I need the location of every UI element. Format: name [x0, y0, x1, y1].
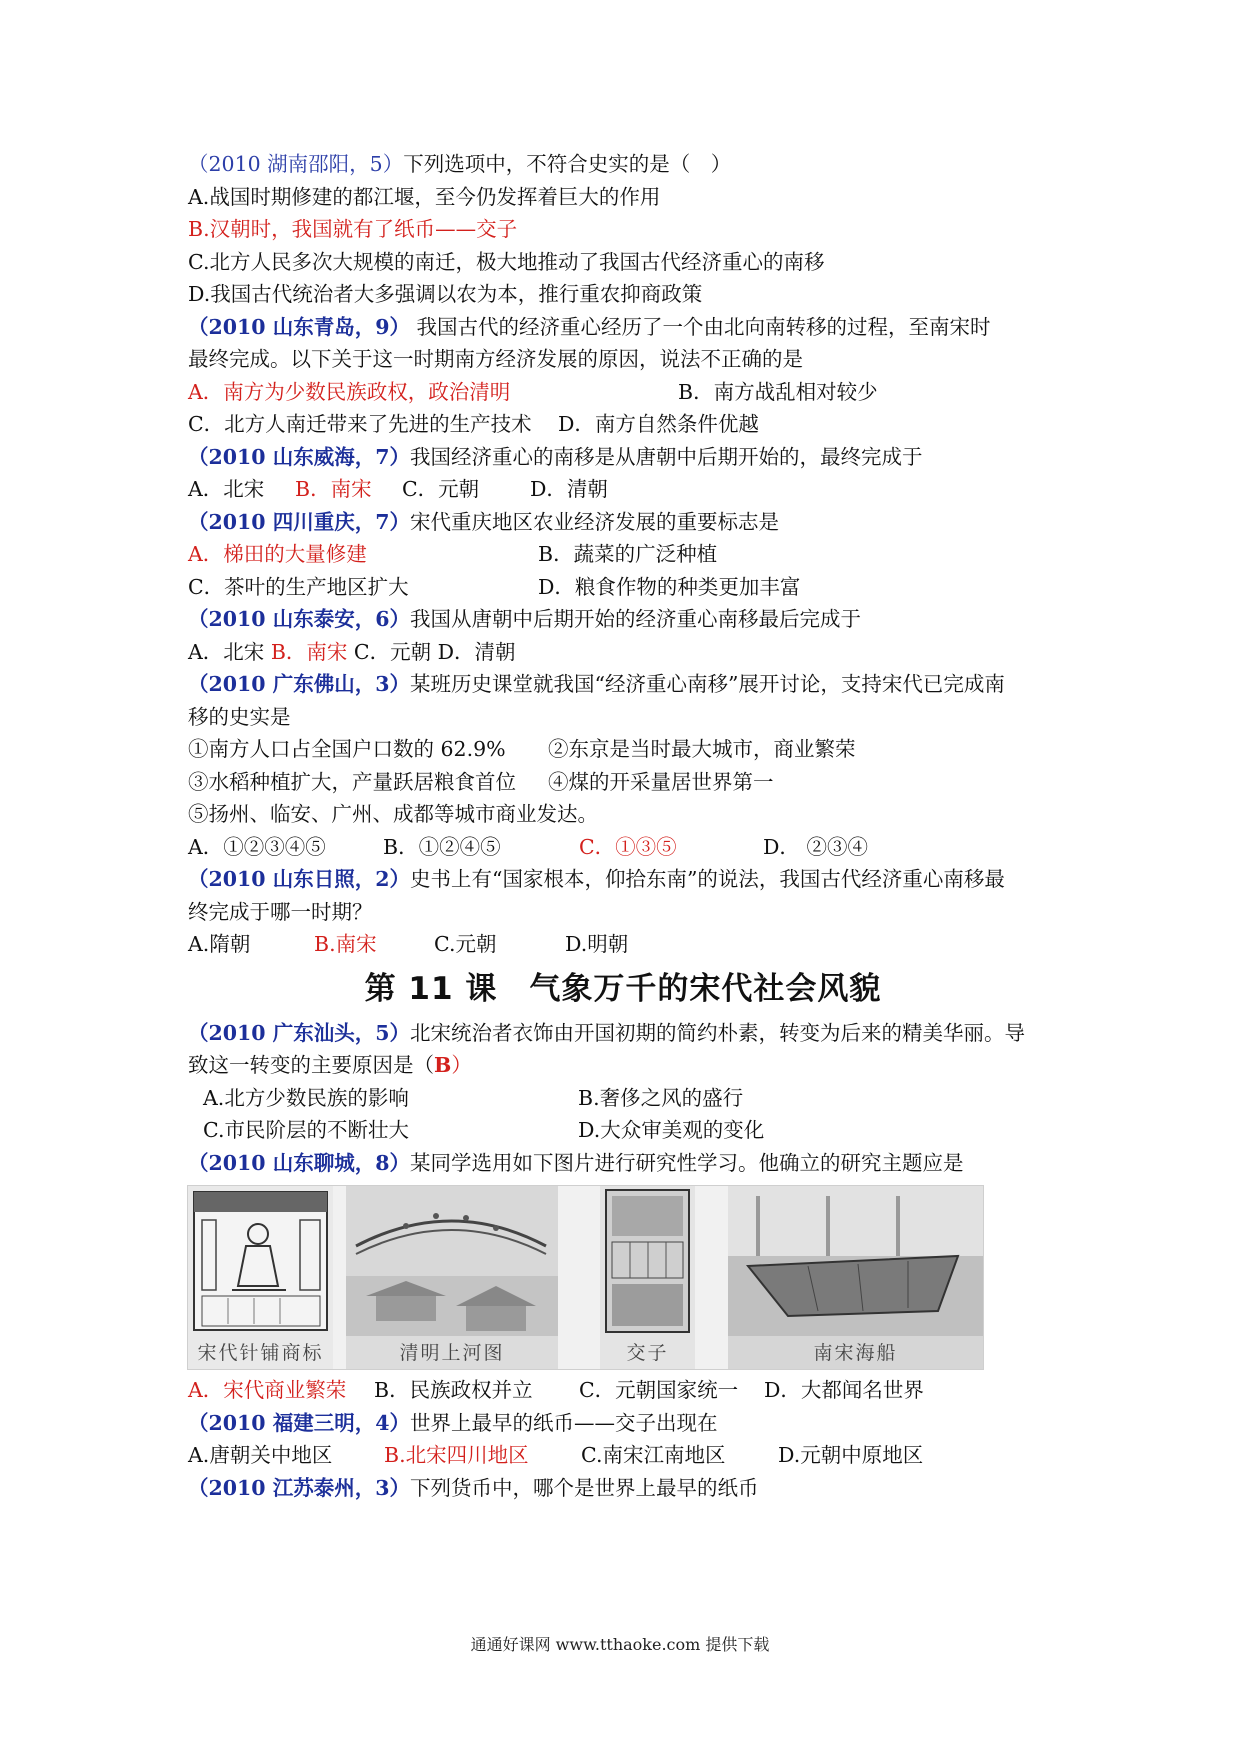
question-text: 世界上最早的纸币——交子出现在: [409, 1410, 718, 1435]
question-8-stem: [188, 1017, 1068, 1050]
option-a: A．①②③④⑤: [188, 834, 326, 859]
option-c: C.元朝: [434, 932, 497, 956]
answer-letter: B: [434, 1053, 452, 1077]
options-row: [188, 571, 1068, 604]
question-source: （2010 福建三明，4）: [188, 1410, 410, 1435]
option-a: A．北宋: [188, 477, 265, 501]
option-d: D.元朝中原地区: [778, 1443, 924, 1467]
option-c: C.北方人民多次大规模的南迁，极大地推动了我国古代经济重心的南移: [188, 249, 825, 274]
option-c: C．元朝: [402, 477, 480, 501]
image-strip: [187, 1185, 984, 1370]
caption: 南宋海船: [813, 1342, 898, 1364]
southern-song-ship-image: [728, 1186, 983, 1369]
question-3-stem: [188, 441, 1068, 474]
question-4-stem: [188, 506, 1068, 539]
answer-bracket: ）: [451, 1053, 472, 1077]
option-c-d: C．元朝 D．清朝: [347, 639, 516, 664]
question-text-cont: 最终完成。以下关于这一时期南方经济发展的原因，说法不正确的是: [188, 347, 803, 371]
option-a: A．北宋: [188, 639, 271, 664]
question-text: 史书上有“国家根本，仰拾东南”的说法，我国古代经济重心南移最: [409, 867, 1005, 891]
needle-shop-trademark-image: [188, 1186, 333, 1369]
question-source: （2010 广东汕头，5）: [188, 1020, 410, 1045]
statements-row: [188, 766, 1068, 799]
question-text: 致这一转变的主要原因是（: [188, 1053, 434, 1077]
page-footer: 通通好课网 www.tthaoke.com 提供下载: [470, 1635, 770, 1654]
option-d: D． ②③④: [763, 834, 868, 859]
question-text-cont: 终完成于哪一时期？: [188, 899, 373, 924]
statements-row: [188, 733, 1068, 766]
option-b: B．蔬菜的广泛种植: [538, 542, 718, 566]
options-row: [188, 376, 1068, 409]
option-b-answer: B.汉朝时，我国就有了纸币——交子: [188, 217, 518, 241]
options-row: [188, 473, 1068, 506]
option-d: D．大都闻名世界: [764, 1378, 924, 1402]
question-text-cont: 移的史实是: [188, 704, 291, 729]
option-d: D.明朝: [565, 932, 629, 956]
caption: 宋代针铺商标: [197, 1342, 324, 1364]
question-7-stem: [188, 863, 1068, 896]
jiaozi-banknote-image: [600, 1186, 695, 1369]
question-source: （2010 山东聊城，8）: [188, 1150, 410, 1175]
statement-3: ③水稻种植扩大，产量跃居粮食首位: [188, 769, 516, 794]
option-c: C.市民阶层的不断壮大: [203, 1118, 409, 1142]
question-text: 北宋统治者衣饰由开国初期的简约朴素，转变为后来的精美华丽。导: [409, 1020, 1025, 1045]
question-text: 我国古代的经济重心经历了一个由北向南转移的过程，至南宋时: [409, 314, 991, 339]
options-row: [188, 538, 1068, 571]
question-source: （2010 广东佛山，3）: [188, 672, 410, 696]
option-c: C．北方人南迁带来了先进的生产技术: [188, 412, 532, 436]
statement-4: ④煤的开采量居世界第一: [548, 769, 774, 794]
question-10-stem: [188, 1407, 1068, 1440]
question-text: 某同学选用如下图片进行研究性学习。他确立的研究主题应是: [409, 1150, 964, 1175]
qingming-scroll-image: [346, 1186, 558, 1369]
question-text: 下列选项中，不符合史实的是（ ）: [403, 152, 732, 176]
question-9-stem: [188, 1147, 1068, 1180]
question-source: （2010 山东泰安，6）: [188, 607, 410, 631]
question-6-stem: [188, 668, 1068, 701]
question-5-stem: [188, 603, 1068, 636]
option-a: A.北方少数民族的影响: [203, 1085, 409, 1110]
question-text: 我国从唐朝中后期开始的经济重心南移最后完成于: [409, 607, 861, 631]
document-page: [188, 148, 1068, 1504]
option-b: B．南方战乱相对较少: [678, 379, 878, 404]
question-source: （2010 山东威海，7）: [188, 444, 410, 469]
question-source: （2010 山东日照，2）: [188, 867, 410, 891]
option-a: A.隋朝: [188, 932, 251, 956]
question-1-stem: [188, 148, 1068, 181]
option-a-answer: A．梯田的大量修建: [188, 542, 367, 566]
option-a-answer: A．宋代商业繁荣: [188, 1378, 347, 1402]
statement-2: ②东京是当时最大城市，商业繁荣: [548, 737, 856, 761]
option-b: B．①②④⑤: [383, 834, 501, 859]
question-source: （2010 江苏泰州，3）: [188, 1475, 410, 1500]
question-2-stem: [188, 311, 1068, 344]
option-a: A.唐朝关中地区: [188, 1443, 333, 1467]
question-source: （2010 湖南邵阳，5）: [188, 152, 404, 176]
option-c: C.南宋江南地区: [581, 1443, 726, 1467]
question-text-cont: [188, 1049, 1068, 1082]
lesson-title: 第 11 课 气象万千的宋代社会风貌: [364, 970, 882, 1007]
option-a-answer: A．南方为少数民族政权，政治清明: [188, 379, 511, 404]
options-row: [188, 831, 1068, 864]
option-b-answer: B．南宋: [295, 477, 372, 501]
option-d: D．粮食作物的种类更加丰富: [538, 574, 801, 599]
options-row: [188, 1082, 1068, 1115]
option-c-answer: C．①③⑤: [579, 834, 677, 859]
option-b-answer: B.北宋四川地区: [384, 1443, 529, 1467]
option-d: D.大众审美观的变化: [578, 1118, 765, 1142]
question-text: 宋代重庆地区农业经济发展的重要标志是: [409, 509, 779, 534]
question-text: 某班历史课堂就我国“经济重心南移”展开讨论，支持宋代已完成南: [409, 672, 1005, 696]
options-row: [188, 1439, 1068, 1472]
statement-5: ⑤扬州、临安、广州、成都等城市商业发达。: [188, 802, 598, 826]
option-c: C．元朝国家统一: [579, 1378, 739, 1402]
option-d: D．清朝: [530, 477, 608, 501]
question-text: 下列货币中，哪个是世界上最早的纸币: [409, 1475, 759, 1500]
option-c: C．茶叶的生产地区扩大: [188, 574, 409, 599]
question-source: （2010 山东青岛，9）: [188, 314, 410, 339]
options-row: [188, 408, 1068, 441]
options-row: [188, 1114, 1068, 1147]
option-b: B.奢侈之风的盛行: [578, 1085, 744, 1110]
question-source: （2010 四川重庆，7）: [188, 509, 410, 534]
statement-1: ①南方人口占全国户口数的 62.9%: [188, 737, 506, 761]
option-d: D.我国古代统治者大多强调以农为本，推行重农抑商政策: [188, 282, 703, 306]
caption: 清明上河图: [399, 1342, 505, 1364]
options-row: [188, 636, 1068, 669]
question-11-stem: [188, 1472, 1068, 1505]
option-a: A.战国时期修建的都江堰，至今仍发挥着巨大的作用: [188, 184, 661, 209]
caption: 交子: [626, 1342, 669, 1364]
option-b-answer: B.南宋: [314, 932, 377, 956]
options-row: [188, 1374, 1068, 1407]
question-text: 我国经济重心的南移是从唐朝中后期开始的，最终完成于: [409, 444, 923, 469]
option-d: D．南方自然条件优越: [558, 412, 759, 436]
options-row: [188, 928, 1068, 961]
option-b: B．民族政权并立: [374, 1378, 533, 1402]
option-b-answer: B．南宋: [270, 639, 348, 664]
